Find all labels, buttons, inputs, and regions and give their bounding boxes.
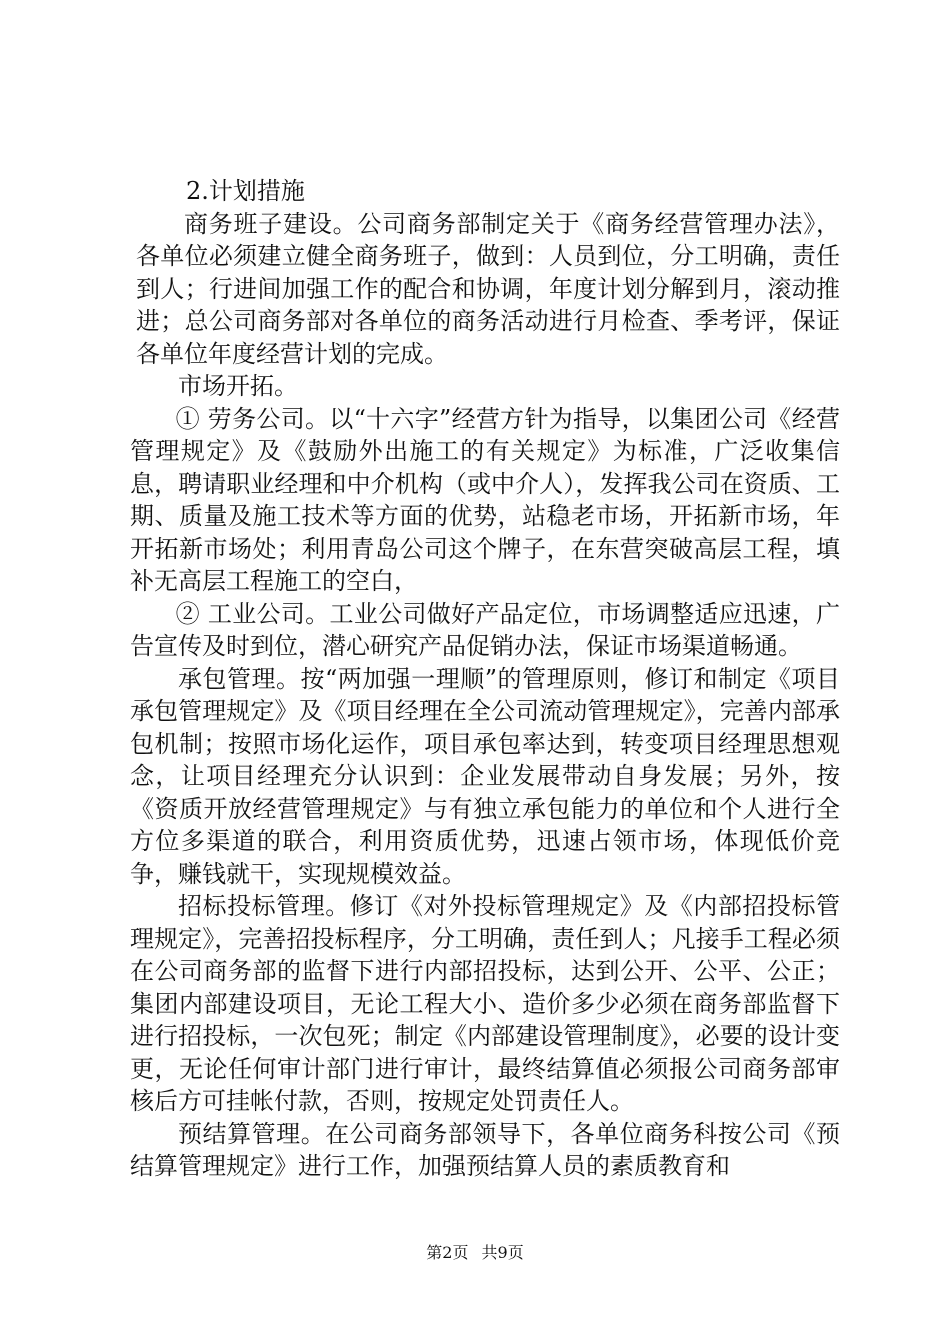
paragraph-market-expansion: 市场开拓。 — [178, 372, 298, 400]
page-total: 共9页 — [481, 1243, 524, 1262]
page-number: 第2页 — [426, 1243, 469, 1262]
section-heading: 2.计划措施 — [186, 177, 305, 205]
page-footer — [0, 1240, 950, 1263]
paragraph-business-team: 商务班子建设。公司商务部制定关于《商务经营管理办法》，各单位必须建立健全商务班子，做到：人员到位，分工明确，责任到人；行进间加强工作的配合和协调，年度计划分解到月，滚动推进；总公司商务部对各单位的商务活动进行月检查、季考评，保证各单位年度经营计划的完成。 — [136, 209, 840, 368]
paragraph-industrial-company: ② 工业公司。工业公司做好产品定位，市场调整适应迅速，广告宣传及时到位，潜心研究产品促销办法，保证市场渠道畅通。 — [130, 599, 840, 660]
paragraph-bidding-management: 招标投标管理。修订《对外投标管理规定》及《内部招投标管理规定》，完善招投标程序，分工明确，责任到人；凡接手工程必须在公司商务部的监督下进行内部招投标，达到公开、公平、公正；集团内部建设项目，无论工程大小、造价多少必须在商务部监督下进行招投标，一次包死；制定《内部建设管理制度》，必要的设计变更，无论任何审计部门进行审计，最终结算值必须报公司商务部审核后方可挂帐付款，否则，按规定处罚责任人。 — [130, 892, 840, 1115]
document-body — [130, 175, 840, 1183]
paragraph-contract-management: 承包管理。按“两加强一理顺”的管理原则，修订和制定《项目承包管理规定》及《项目经理在全公司流动管理规定》，完善内部承包机制；按照市场化运作，项目承包率达到，转变项目经理思想观念，让项目经理充分认识到：企业发展带动自身发展；另外，按《资质开放经营管理规定》与有独立承包能力的单位和个人进行全方位多渠道的联合，利用资质优势，迅速占领市场，体现低价竞争，赚钱就干，实现规模效益。 — [130, 664, 840, 888]
paragraph-labor-company: ① 劳务公司。以“十六字”经营方针为指导，以集团公司《经营管理规定》及《鼓励外出施工的有关规定》为标准，广泛收集信息，聘请职业经理和中介机构（或中介人），发挥我公司在资质、工期、质量及施工技术等方面的优势，站稳老市场，开拓新市场，年开拓新市场处；利用青岛公司这个牌子，在东营突破高层工程，填补无高层工程施工的空白， — [130, 404, 840, 595]
paragraph-budget-settlement: 预结算管理。在公司商务部领导下，各单位商务科按公司《预结算管理规定》进行工作，加强预结算人员的素质教育和 — [130, 1119, 840, 1180]
